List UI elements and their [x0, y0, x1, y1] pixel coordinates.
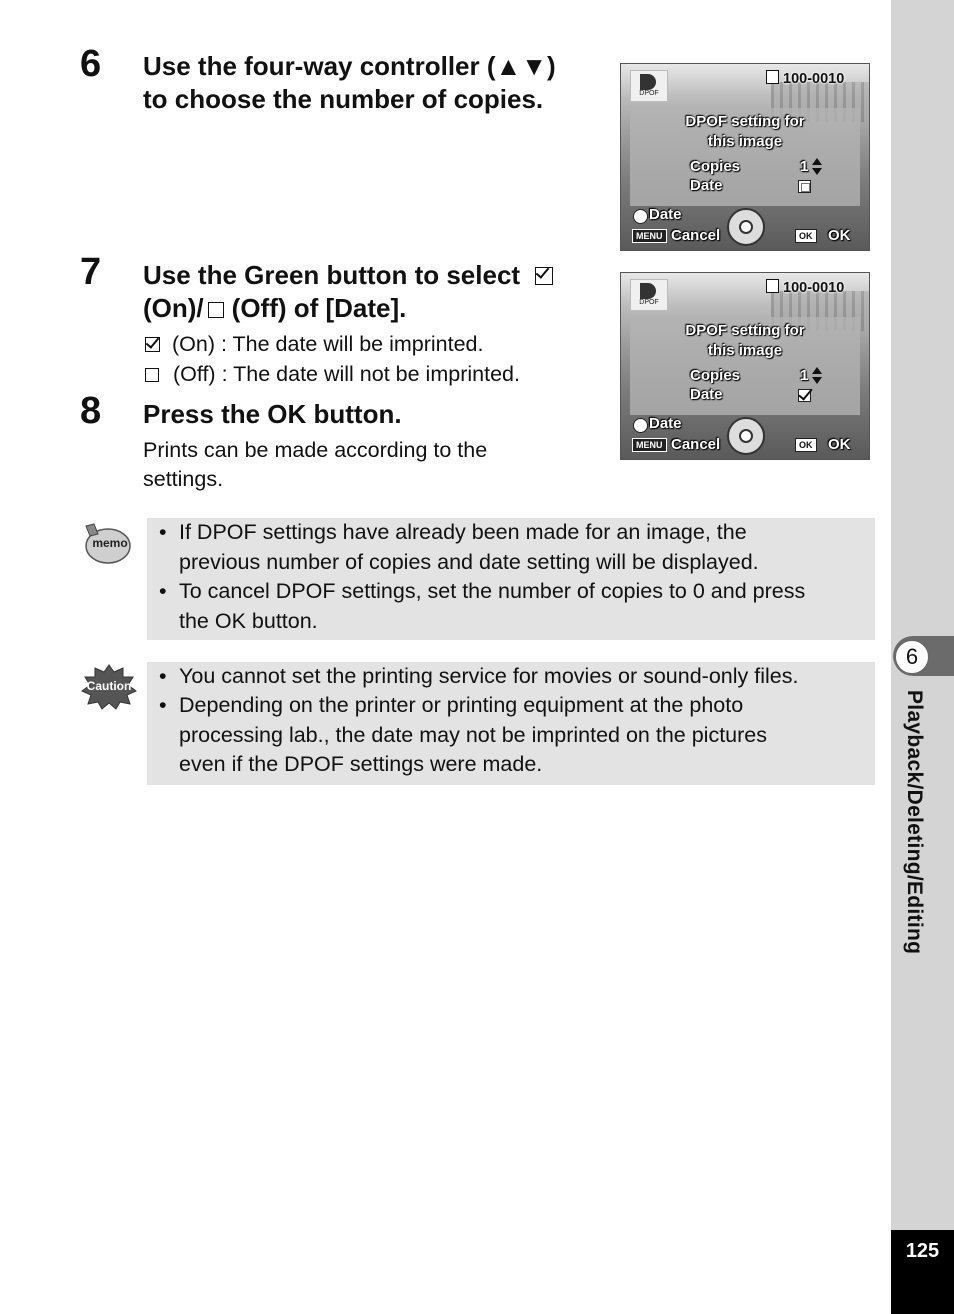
dpof-setting-panel	[630, 108, 860, 206]
ok-label: OK	[828, 436, 851, 453]
panel-heading-line2: this image	[707, 342, 783, 359]
green-button-label: Date	[649, 206, 682, 223]
camera-screen-date-on	[620, 272, 870, 460]
caution-bullet-2-line1: Depending on the printer or printing equipment at the photo	[179, 693, 744, 717]
step-7-on-text: (On)/	[143, 293, 204, 323]
dpof-setting-panel	[630, 317, 860, 415]
checkbox-on-icon	[145, 337, 160, 352]
step-8-description	[143, 436, 603, 494]
step-8-desc-line2: settings.	[143, 467, 224, 491]
date-checkbox-checked[interactable]	[798, 389, 811, 402]
date-off-desc: : The date will not be imprinted.	[221, 362, 520, 386]
cancel-label: Cancel	[671, 227, 721, 244]
up-down-arrows-icon	[812, 158, 820, 176]
green-button-icon	[633, 418, 648, 433]
memo-bullet-1-line1: If DPOF settings have already been made for an image, the	[179, 520, 747, 544]
step-7-off-text: (Off) of [Date].	[231, 293, 407, 323]
memo-icon-text: memo	[92, 536, 128, 550]
caution-icon-text: Caution	[86, 679, 132, 693]
menu-key: MENU	[632, 438, 667, 452]
page-number: 125	[905, 1240, 940, 1262]
caution-bullet-2-marker: •	[159, 693, 167, 717]
checkbox-off-icon	[208, 302, 224, 318]
copies-label: Copies	[690, 158, 741, 175]
chapter-number: 6	[895, 640, 929, 674]
caution-bullet-2-line2: processing lab., the date may not be imprinted on the pictures	[179, 722, 768, 747]
chapter-label: Playback/Deleting/Editing	[903, 690, 926, 955]
checkbox-off-icon	[145, 368, 159, 382]
four-way-controller-icon	[727, 208, 765, 246]
copies-label: Copies	[690, 367, 741, 384]
memo-bullet-2	[179, 577, 871, 636]
caution-bullet-1	[179, 662, 871, 692]
cancel-label: Cancel	[671, 436, 721, 453]
step-6-title-line1: Use the four-way controller (▲▼)	[143, 51, 556, 81]
date-on-label: (On)	[171, 332, 215, 356]
folder-icon	[766, 279, 779, 293]
memo-box	[147, 518, 875, 640]
memo-bullet-1-line2: previous number of copies and date setting will be displayed.	[179, 549, 759, 574]
file-number-text: 100-0010	[783, 280, 845, 296]
caution-bullet-2-line3: even if the DPOF settings were made.	[179, 752, 543, 776]
file-number	[766, 70, 844, 87]
date-label: Date	[690, 386, 723, 403]
memo-bullet-1	[179, 518, 871, 577]
panel-heading-line2: this image	[707, 133, 783, 150]
dpof-icon	[630, 70, 668, 102]
date-off-line	[145, 360, 605, 389]
step-7-title	[143, 259, 613, 325]
panel-heading-line1: DPOF setting for	[685, 322, 805, 339]
memo-bullet-1-marker: •	[159, 520, 167, 544]
dpof-icon-label: DPOF	[639, 299, 659, 306]
up-down-arrows-icon	[812, 367, 820, 385]
step-8-number: 8	[80, 390, 102, 432]
folder-icon	[766, 70, 779, 84]
copies-value: 1	[800, 367, 809, 384]
date-on-desc: : The date will be imprinted.	[220, 332, 484, 356]
file-number	[766, 279, 844, 296]
ok-label: OK	[828, 227, 851, 244]
caution-bullet-1-line1: You cannot set the printing service for movies or sound-only files.	[179, 664, 799, 688]
four-way-controller-icon	[727, 417, 765, 455]
memo-bullet-2-marker: •	[159, 579, 167, 603]
step-6-number: 6	[80, 43, 102, 85]
step-7-title-text: Use the Green button to select	[143, 260, 521, 290]
checkbox-on-icon	[535, 267, 553, 285]
copies-value: 1	[800, 158, 809, 175]
step-8-title: Press the OK button.	[143, 399, 402, 429]
step-6-title	[143, 50, 613, 116]
panel-heading-line1: DPOF setting for	[685, 113, 805, 130]
step-7-title-line2	[143, 292, 613, 325]
memo-icon	[80, 520, 132, 566]
dpof-icon-label: DPOF	[639, 90, 659, 97]
step-8-desc-line1: Prints can be made according to the	[143, 438, 488, 462]
caution-bullet-1-marker: •	[159, 664, 167, 688]
step-6-title-line2: to choose the number of copies.	[143, 84, 544, 114]
green-button-icon	[633, 209, 648, 224]
file-number-text: 100-0010	[783, 71, 845, 87]
menu-key: MENU	[632, 229, 667, 243]
date-on-line	[145, 330, 605, 359]
step-7-number: 7	[80, 251, 102, 293]
ok-key: OK	[795, 438, 817, 452]
step-7-title-line1	[143, 259, 613, 292]
ok-key: OK	[795, 229, 817, 243]
caution-icon	[80, 664, 138, 710]
green-button-label: Date	[649, 415, 682, 432]
date-checkbox[interactable]	[798, 180, 811, 193]
date-label: Date	[690, 177, 723, 194]
caution-bullet-2	[179, 691, 871, 780]
camera-screen-date-off	[620, 63, 870, 251]
date-off-label: (Off)	[172, 362, 216, 386]
dpof-icon	[630, 279, 668, 311]
caution-box	[147, 662, 875, 785]
memo-bullet-2-line2: the OK button.	[179, 608, 318, 633]
memo-bullet-2-line1: To cancel DPOF settings, set the number of copies to 0 and press	[179, 579, 806, 603]
